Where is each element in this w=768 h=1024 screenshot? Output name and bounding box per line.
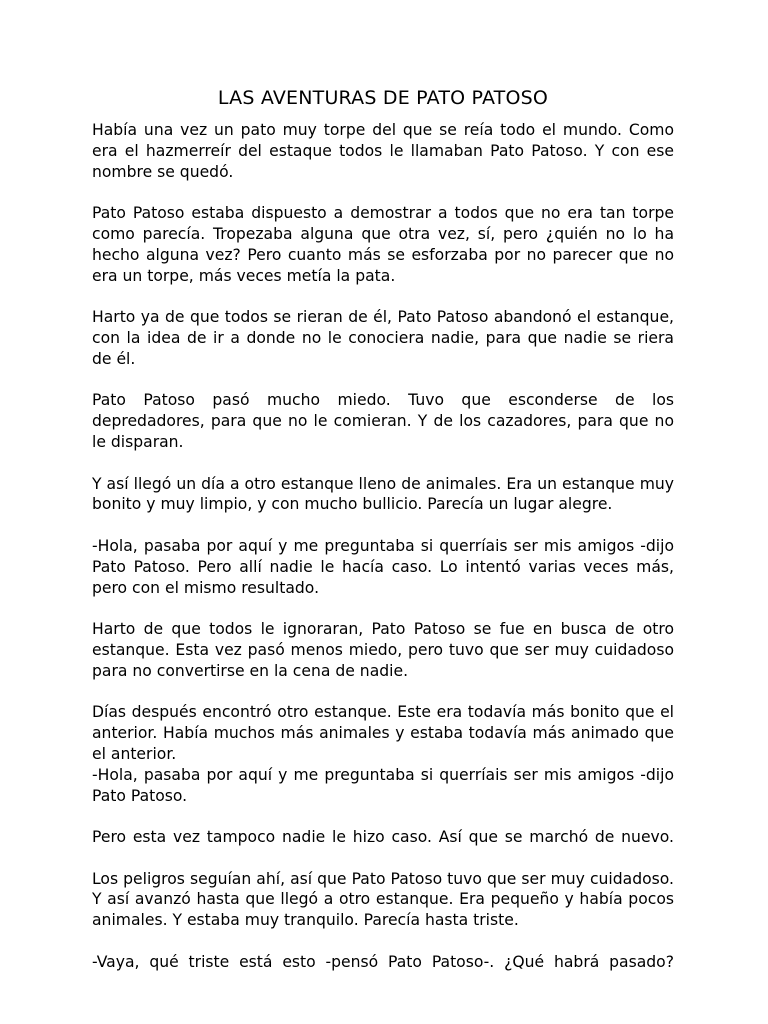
paragraph-8: Días después encontró otro estanque. Este era todavía más bonito que el anterior. Había muchos más animales y estaba todavía más animado que el anterior. — [92, 703, 674, 763]
paragraph-1: Había una vez un pato muy torpe del que se reía todo el mundo. Como era el hazmerreír del estaque todos le llamaban Pato Patoso. Y con ese nombre se quedó. — [92, 121, 674, 181]
paragraph-spacer — [92, 931, 674, 952]
paragraph-spacer — [92, 848, 674, 869]
paragraph-spacer — [92, 515, 674, 536]
paragraph-2: Pato Patoso estaba dispuesto a demostrar a todos que no era tan torpe como parecía. Tropezaba alguna que otra vez, sí, pero ¿quién no lo ha hecho alguna vez? Pero cuanto más se esforzaba por no parecer que no era un torpe, más veces metía la pata. — [92, 204, 674, 285]
paragraph-spacer — [92, 286, 674, 307]
document-title: LAS AVENTURAS DE PATO PATOSO — [217, 87, 549, 109]
paragraph-spacer — [92, 682, 674, 703]
paragraph-12: -Vaya, qué triste está esto -pensó Pato Patoso-. ¿Qué habrá pasado? — [92, 952, 674, 971]
paragraph-spacer — [92, 806, 674, 827]
paragraph-7: Harto de que todos le ignoraran, Pato Patoso se fue en busca de otro estanque. Esta vez pasó menos miedo, pero tuvo que ser muy cuidadoso para no convertirse en la cena de nadie. — [92, 620, 674, 680]
paragraph-spacer — [92, 598, 674, 619]
paragraph-4: Pato Patoso pasó mucho miedo. Tuvo que esconderse de los depredadores, para que no le comieran. Y de los cazadores, para que no le disparan. — [92, 391, 674, 451]
paragraph-6: -Hola, pasaba por aquí y me preguntaba si querríais ser mis amigos -dijo Pato Patoso. Pero allí nadie le hacía caso. Lo intentó varias veces más, pero con el mismo resultado. — [92, 536, 674, 597]
paragraph-5: Y así llegó un día a otro estanque lleno de animales. Era un estanque muy bonito y muy limpio, y con mucho bullicio. Parecía un lugar alegre. — [92, 474, 674, 514]
paragraph-11: Los peligros seguían ahí, así que Pato Patoso tuvo que ser muy cuidadoso. Y así avanzó hasta que llegó a otro estanque. Era pequeño y había pocos animales. Y estaba muy tranquilo. Parecía hasta triste. — [92, 869, 674, 930]
paragraph-9: -Hola, pasaba por aquí y me preguntaba si querríais ser mis amigos -dijo Pato Patoso. — [92, 765, 674, 805]
paragraph-10: Pero esta vez tampoco nadie le hizo caso. Así que se marchó de nuevo. — [92, 828, 674, 847]
paragraph-spacer — [92, 453, 674, 474]
paragraph-3: Harto ya de que todos se rieran de él, Pato Patoso abandonó el estanque, con la idea de ir a donde no le conociera nadie, para que nadie se riera de él. — [92, 308, 674, 368]
paragraph-spacer — [92, 370, 674, 391]
document-page — [92, 84, 674, 973]
paragraph-spacer — [92, 182, 674, 203]
